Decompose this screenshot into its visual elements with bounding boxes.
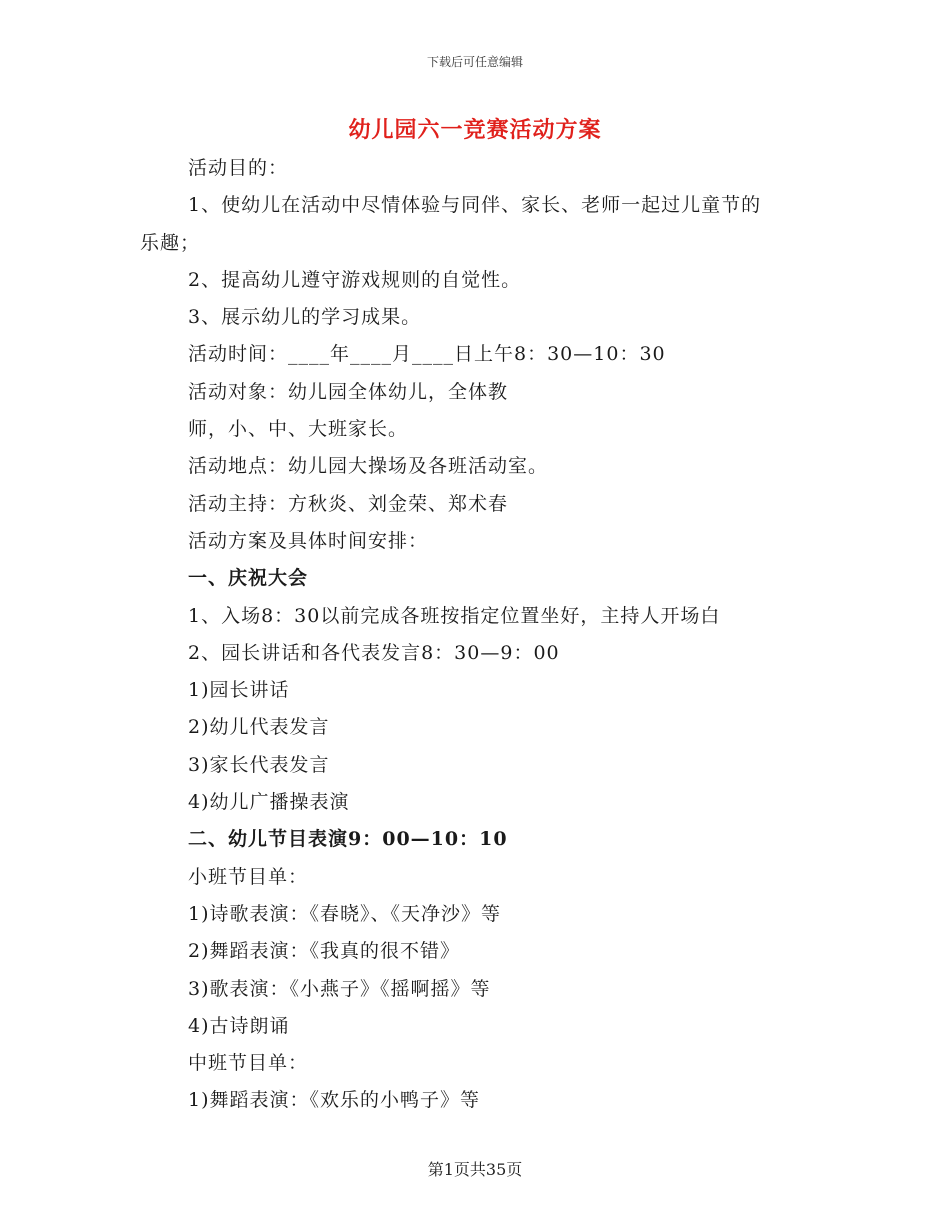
paragraph-line: 乐趣； bbox=[140, 231, 201, 254]
paragraph-line: 1)诗歌表演：《春晓》、《天净沙》等 bbox=[188, 902, 502, 925]
section-heading: 二、幼儿节目表演9：00—10：10 bbox=[188, 828, 508, 851]
document-body bbox=[140, 150, 820, 1120]
section-heading: 一、庆祝大会 bbox=[188, 567, 309, 590]
page-footer: 第1页共35页 bbox=[427, 1160, 523, 1179]
paragraph-line: 活动目的： bbox=[188, 157, 289, 179]
paragraph-line: 活动方案及具体时间安排： bbox=[188, 529, 429, 552]
document-title: 幼儿园六一竞赛活动方案 bbox=[348, 117, 602, 143]
paragraph-line: 3)歌表演：《小燕子》《摇啊摇》等 bbox=[188, 977, 491, 1000]
paragraph-line: 小班节目单： bbox=[188, 865, 309, 888]
paragraph-line: 3)家长代表发言 bbox=[188, 753, 330, 776]
paragraph-line: 1)园长讲话 bbox=[188, 679, 290, 702]
paragraph-line: 2、提高幼儿遵守游戏规则的自觉性。 bbox=[188, 268, 522, 291]
paragraph-line: 活动主持：方秋炎、刘金荣、郑术春 bbox=[188, 492, 509, 515]
paragraph-line: 2)幼儿代表发言 bbox=[188, 716, 330, 739]
paragraph-line: 活动对象：幼儿园全体幼儿，全体教 bbox=[188, 380, 509, 403]
paragraph-line: 1)舞蹈表演：《欢乐的小鸭子》等 bbox=[188, 1089, 481, 1112]
paragraph-line: 4)古诗朗诵 bbox=[188, 1014, 290, 1037]
header-note: 下载后可任意编辑 bbox=[426, 55, 523, 69]
paragraph-line: 3、展示幼儿的学习成果。 bbox=[188, 306, 422, 329]
paragraph-line: 1、入场8：30以前完成各班按指定位置坐好，主持人开场白 bbox=[188, 604, 721, 627]
paragraph-line: 活动地点：幼儿园大操场及各班活动室。 bbox=[188, 455, 549, 478]
paragraph-line: 2、园长讲话和各代表发言8：30—9：00 bbox=[188, 641, 560, 664]
paragraph-line: 4)幼儿广播操表演 bbox=[188, 791, 350, 814]
paragraph-line: 师，小、中、大班家长。 bbox=[188, 418, 409, 441]
paragraph-line: 2)舞蹈表演：《我真的很不错》 bbox=[188, 940, 461, 963]
paragraph-line: 1、使幼儿在活动中尽情体验与同伴、家长、老师一起过儿童节的 bbox=[188, 194, 762, 217]
paragraph-line: 中班节目单： bbox=[188, 1052, 309, 1075]
paragraph-line: 活动时间：____年____月____日上午8：30—10：30 bbox=[188, 343, 666, 366]
